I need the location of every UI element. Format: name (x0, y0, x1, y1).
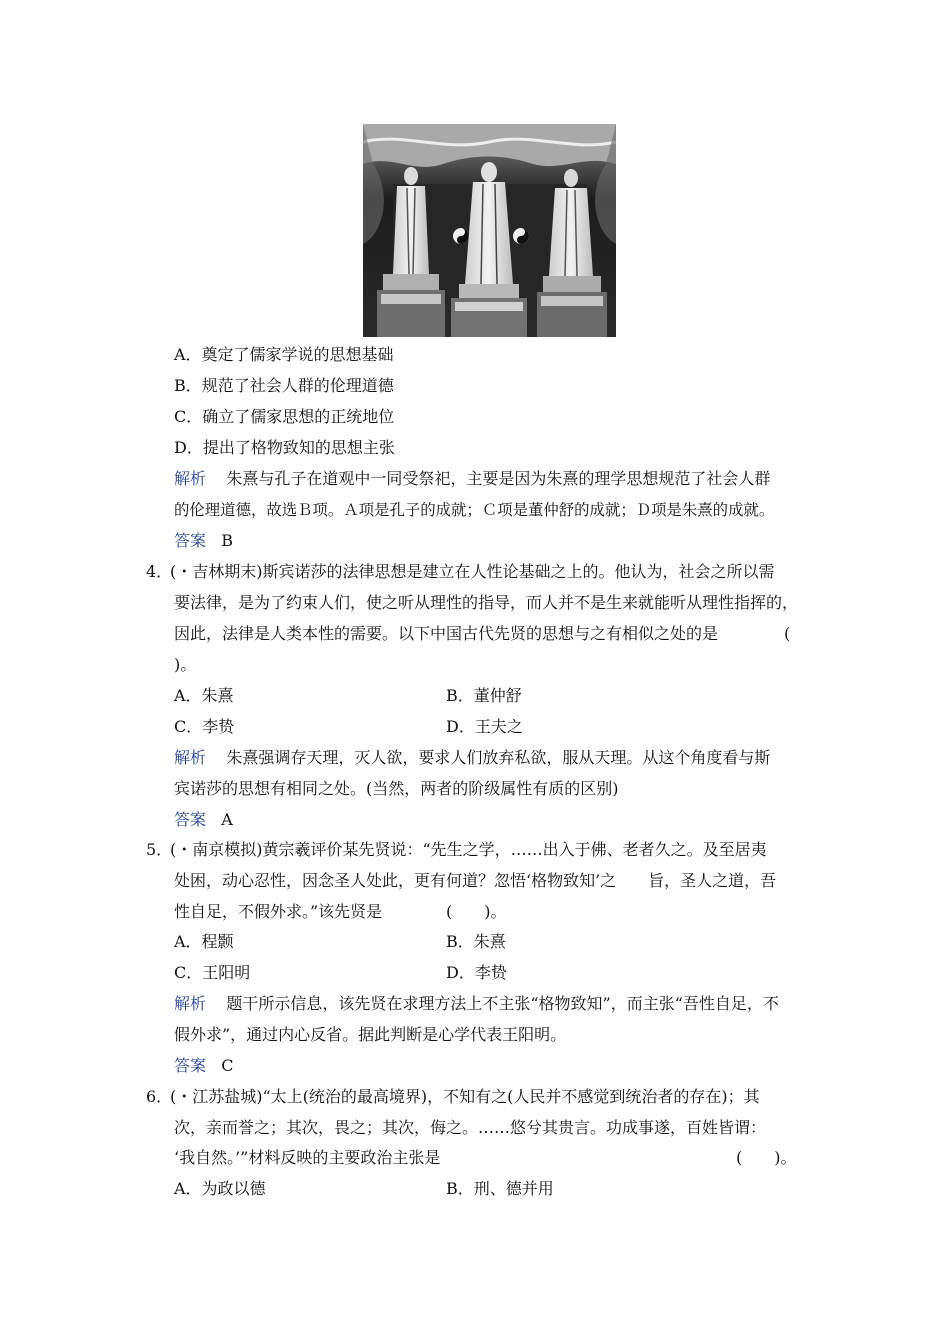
q6-option-b: B．刑、德并用 (446, 1179, 554, 1198)
q4-answer: 答案 A (174, 810, 233, 829)
analysis-tag: 解析 (174, 748, 207, 767)
q6-number: 6． (146, 1087, 173, 1106)
q6-stem-line-3: ‘我自然。’”材料反映的主要政治主张是 (174, 1148, 441, 1167)
q4-option-b: B．董仲舒 (446, 686, 522, 705)
q3-analysis-line-1: 解析 朱熹与孔子在道观中一同受祭祀，主要是因为朱熹的理学思想规范了社会人群 (174, 469, 771, 488)
q4-stem-line-1: (・吉林期末)斯宾诺莎的法律思想是建立在人性论基础之上的。他认为，社会之所以需 (170, 562, 775, 581)
q5-option-d: D．李贽 (446, 963, 507, 982)
answer-tag: 答案 (174, 531, 207, 550)
q5-option-b: B．朱熹 (446, 932, 506, 951)
q3-option-a: A．奠定了儒家学说的思想基础 (174, 345, 394, 364)
analysis-tag: 解析 (174, 994, 207, 1013)
q5-stem-line-3: 性自足，不假外求。”该先贤是 (174, 902, 383, 921)
analysis-tag: 解析 (174, 469, 207, 488)
q5-answer-paren: ( )。 (446, 902, 507, 921)
q4-number: 4． (146, 562, 173, 581)
q4-analysis-line-2: 宾诺莎的思想有相同之处。(当然，两者的阶级属性有质的区别) (174, 779, 619, 798)
q3-option-d: D．提出了格物致知的思想主张 (174, 438, 395, 457)
q3-option-b: B．规范了社会人群的伦理道德 (174, 376, 394, 395)
q4-option-c: C．李贽 (174, 717, 235, 736)
q3-answer: 答案 B (174, 531, 234, 550)
q4-option-d: D．王夫之 (446, 717, 523, 736)
q4-paren-open: ( (784, 624, 791, 643)
q5-stem-line-1: (・南京模拟)黄宗羲评价某先贤说：“先生之学，……出入于佛、老者久之。及至居夷 (170, 840, 767, 859)
q5-number: 5． (146, 840, 173, 859)
q5-analysis-line-1: 解析 题干所示信息，该先贤在求理方法上不主张“格物致知”，而主张“吾性自足，不 (174, 994, 779, 1013)
q4-option-a: A．朱熹 (174, 686, 234, 705)
q4-analysis-line-1: 解析 朱熹强调存天理，灭人欲，要求人们放弃私欲，服从天理。从这个角度看与斯 (174, 748, 771, 767)
q3-analysis-line-2: 的伦理道德，故选Ｂ项。Ａ项是孔子的成就；Ｃ项是董仲舒的成就；Ｄ项是朱熹的成就。 (174, 501, 775, 519)
q4-stem-line-3: 因此，法律是人类本性的需要。以下中国古代先贤的思想与之有相似之处的是 (174, 624, 719, 643)
q6-option-a: A．为政以德 (174, 1179, 266, 1198)
temple-statues-photo (363, 124, 616, 337)
q3-option-c: C．确立了儒家思想的正统地位 (174, 407, 395, 426)
q5-answer: 答案 C (174, 1056, 234, 1075)
q6-stem-line-1: (・江苏盐城)“太上(统治的最高境界)，不知有之(人民并不感觉到统治者的存在)；其 (170, 1087, 760, 1106)
answer-tag: 答案 (174, 810, 207, 829)
q5-option-c: C．王阳明 (174, 963, 251, 982)
q4-stem-line-4: )。 (174, 655, 197, 674)
answer-tag: 答案 (174, 1056, 207, 1075)
q5-stem-line-2: 处困，动心忍性，因念圣人处此，更有何道？忽悟‘格物致知’之 旨，圣人之道，吾 (174, 871, 777, 890)
q5-option-a: A．程颢 (174, 932, 234, 951)
q4-stem-line-2: 要法律，是为了约束人们，使之听从理性的指导，而人并不是生来就能听从理性指挥的， (174, 593, 799, 612)
q6-answer-paren: ( )。 (736, 1148, 797, 1167)
q5-analysis-line-2: 假外求”，通过内心反省。据此判断是心学代表王阳明。 (174, 1025, 567, 1044)
q6-stem-line-2: 次，亲而誉之；其次，畏之；其次，侮之。……悠兮其贵言。功成事遂，百姓皆谓： (174, 1118, 767, 1137)
